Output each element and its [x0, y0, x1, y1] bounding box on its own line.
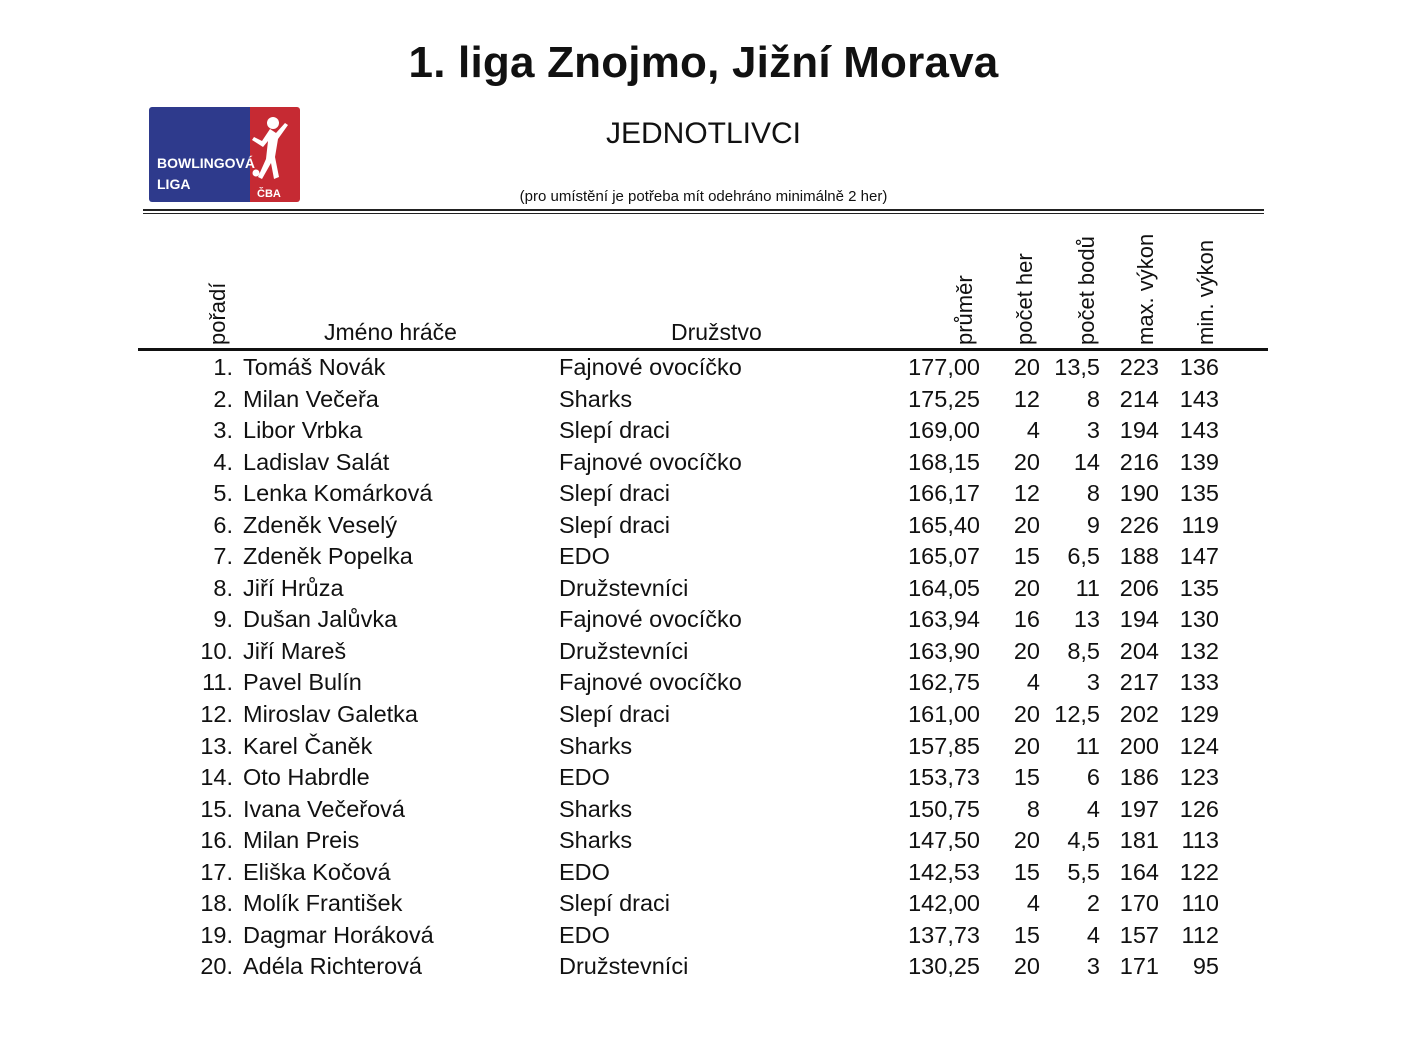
rank-cell: 18. — [200, 890, 233, 917]
player-name-cell: Adéla Richterová — [243, 953, 422, 980]
max-score-cell: 197 — [1119, 795, 1159, 822]
table-row — [0, 699, 1407, 731]
games-cell: 4 — [1026, 890, 1040, 917]
average-cell: 164,05 — [908, 574, 980, 601]
rank-cell: 17. — [200, 858, 233, 885]
rank-cell: 11. — [202, 669, 233, 696]
max-score-cell: 181 — [1119, 827, 1159, 854]
team-cell: Fajnové ovocíčko — [559, 669, 742, 696]
points-cell: 3 — [1086, 953, 1100, 980]
player-name-cell: Zdeněk Veselý — [243, 511, 398, 538]
points-cell: 4 — [1086, 795, 1100, 822]
max-score-cell: 202 — [1119, 701, 1159, 728]
min-score-cell: 119 — [1181, 511, 1219, 538]
rank-cell: 1. — [213, 354, 233, 380]
logo-mark: ČBA — [257, 188, 281, 200]
rank-cell: 10. — [200, 637, 233, 664]
games-cell: 20 — [1013, 511, 1040, 538]
rank-cell: 9. — [213, 606, 233, 633]
table-row — [0, 541, 1407, 573]
points-cell: 4 — [1086, 921, 1100, 948]
points-cell: 13,5 — [1054, 354, 1100, 380]
table-row — [0, 384, 1407, 416]
average-cell: 142,00 — [908, 890, 980, 917]
player-name-cell: Milan Preis — [243, 827, 360, 854]
eligibility-note: (pro umístění je potřeba mít odehráno minimálně 2 her) — [519, 188, 888, 205]
points-cell: 8 — [1086, 480, 1100, 507]
min-score-cell: 113 — [1181, 827, 1219, 854]
player-name-cell: Ivana Večeřová — [243, 795, 405, 822]
points-cell: 4,5 — [1067, 827, 1100, 854]
points-cell: 12,5 — [1054, 701, 1100, 728]
table-row — [0, 951, 1407, 983]
points-cell: 9 — [1086, 511, 1100, 538]
min-score-cell: 143 — [1179, 417, 1219, 444]
points-cell: 2 — [1086, 890, 1100, 917]
average-cell: 163,94 — [908, 606, 980, 633]
games-cell: 4 — [1026, 669, 1040, 696]
team-cell: Slepí draci — [559, 480, 671, 507]
max-score-cell: 194 — [1119, 606, 1159, 633]
average-cell: 142,53 — [908, 858, 980, 885]
logo-text-line2: LIGA — [157, 176, 191, 192]
average-cell: 137,73 — [908, 921, 980, 948]
rank-cell: 20. — [200, 953, 233, 980]
rank-cell: 16. — [200, 827, 233, 854]
table-row — [0, 920, 1407, 952]
points-cell: 6,5 — [1067, 543, 1100, 570]
table-row — [0, 573, 1407, 605]
average-cell: 163,90 — [908, 637, 980, 664]
games-cell: 20 — [1013, 953, 1040, 980]
player-name-cell: Karel Čaněk — [243, 732, 373, 759]
team-cell: Sharks — [559, 732, 633, 759]
games-cell: 4 — [1026, 417, 1040, 444]
player-name-cell: Lenka Komárková — [243, 480, 433, 507]
max-score-cell: 186 — [1119, 764, 1159, 791]
header-average: průměr — [952, 275, 977, 345]
header-divider-bottom — [143, 213, 1264, 214]
table-row — [0, 604, 1407, 636]
team-cell: Družstevníci — [559, 953, 689, 980]
section-subtitle: JEDNOTLIVCI — [605, 117, 802, 150]
table-header-rule — [138, 348, 1268, 351]
points-cell: 3 — [1086, 417, 1100, 444]
average-cell: 150,75 — [908, 795, 980, 822]
team-cell: Fajnové ovocíčko — [559, 354, 742, 380]
team-cell: Slepí draci — [559, 417, 671, 444]
player-name-cell: Eliška Kočová — [243, 858, 391, 885]
points-cell: 6 — [1086, 764, 1100, 791]
min-score-cell: 123 — [1179, 764, 1219, 791]
team-cell: EDO — [559, 543, 610, 570]
points-cell: 8 — [1086, 385, 1100, 412]
average-cell: 147,50 — [908, 827, 980, 854]
min-score-cell: 135 — [1179, 480, 1219, 507]
average-cell: 175,25 — [908, 385, 980, 412]
min-score-cell: 122 — [1179, 858, 1219, 885]
team-cell: Fajnové ovocíčko — [559, 448, 742, 475]
table-row — [0, 825, 1407, 857]
max-score-cell: 216 — [1119, 448, 1159, 475]
logo-text-line1: BOWLINGOVÁ — [157, 155, 255, 171]
header-team: Družstvo — [671, 319, 762, 345]
player-name-cell: Libor Vrbka — [243, 417, 363, 444]
rank-cell: 14. — [200, 764, 233, 791]
player-name-cell: Molík František — [243, 890, 403, 917]
points-cell: 11 — [1075, 732, 1100, 759]
team-cell: Sharks — [559, 795, 633, 822]
table-row — [0, 636, 1407, 668]
average-cell: 130,25 — [908, 953, 980, 980]
games-cell: 15 — [1013, 858, 1040, 885]
team-cell: Slepí draci — [559, 890, 671, 917]
max-score-cell: 226 — [1119, 511, 1159, 538]
games-cell: 20 — [1013, 637, 1040, 664]
average-cell: 162,75 — [908, 669, 980, 696]
max-score-cell: 217 — [1119, 669, 1159, 696]
player-name-cell: Milan Večeřa — [243, 385, 379, 412]
team-cell: Slepí draci — [559, 701, 671, 728]
games-cell: 20 — [1013, 701, 1040, 728]
max-score-cell: 214 — [1119, 385, 1159, 412]
table-row — [0, 731, 1407, 763]
rank-cell: 8. — [213, 574, 233, 601]
min-score-cell: 136 — [1179, 354, 1219, 380]
header-games: počet her — [1012, 253, 1037, 345]
min-score-cell: 129 — [1179, 701, 1219, 728]
max-score-cell: 200 — [1119, 732, 1159, 759]
rank-cell: 3. — [213, 417, 233, 444]
average-cell: 165,40 — [908, 511, 980, 538]
games-cell: 15 — [1013, 543, 1040, 570]
table-row — [0, 667, 1407, 699]
min-score-cell: 110 — [1181, 890, 1219, 917]
max-score-cell: 190 — [1119, 480, 1159, 507]
team-cell: Slepí draci — [559, 511, 671, 538]
header-name: Jméno hráče — [324, 319, 457, 345]
rank-cell: 7. — [213, 543, 233, 570]
team-cell: EDO — [559, 764, 610, 791]
min-score-cell: 147 — [1179, 543, 1219, 570]
points-cell: 3 — [1086, 669, 1100, 696]
min-score-cell: 124 — [1179, 732, 1219, 759]
header-max: max. výkon — [1133, 233, 1158, 345]
rank-cell: 15. — [200, 795, 233, 822]
max-score-cell: 194 — [1119, 417, 1159, 444]
games-cell: 12 — [1013, 385, 1040, 412]
rank-cell: 4. — [213, 448, 233, 475]
header-divider-top — [143, 209, 1264, 211]
games-cell: 20 — [1013, 827, 1040, 854]
average-cell: 168,15 — [908, 448, 980, 475]
table-row — [0, 415, 1407, 447]
header-min: min. výkon — [1193, 239, 1218, 345]
table-row — [0, 762, 1407, 794]
table-row — [0, 794, 1407, 826]
player-name-cell: Ladislav Salát — [243, 448, 390, 475]
standings-table — [0, 352, 1407, 983]
games-cell: 16 — [1013, 606, 1040, 633]
max-score-cell: 170 — [1119, 890, 1159, 917]
games-cell: 12 — [1013, 480, 1040, 507]
table-row — [0, 478, 1407, 510]
points-cell: 13 — [1073, 606, 1100, 633]
player-name-cell: Zdeněk Popelka — [243, 543, 413, 570]
page-title: 1. liga Znojmo, Jižní Morava — [408, 38, 999, 87]
games-cell: 20 — [1013, 354, 1040, 380]
rank-cell: 12. — [200, 701, 233, 728]
max-score-cell: 206 — [1119, 574, 1159, 601]
table-row — [0, 888, 1407, 920]
games-cell: 15 — [1013, 764, 1040, 791]
min-score-cell: 132 — [1179, 637, 1219, 664]
player-name-cell: Dagmar Horáková — [243, 921, 434, 948]
team-cell: EDO — [559, 858, 610, 885]
team-cell: Sharks — [559, 385, 633, 412]
team-cell: Sharks — [559, 827, 633, 854]
points-cell: 5,5 — [1067, 858, 1100, 885]
max-score-cell: 188 — [1119, 543, 1159, 570]
header-points: počet bodů — [1074, 236, 1099, 345]
points-cell: 8,5 — [1067, 637, 1100, 664]
player-name-cell: Miroslav Galetka — [243, 701, 418, 728]
player-name-cell: Jiří Mareš — [243, 637, 347, 664]
player-name-cell: Dušan Jalůvka — [243, 606, 398, 633]
min-score-cell: 130 — [1179, 606, 1219, 633]
table-row — [0, 510, 1407, 542]
average-cell: 157,85 — [908, 732, 980, 759]
average-cell: 169,00 — [908, 417, 980, 444]
table-row — [0, 352, 1407, 384]
team-cell: EDO — [559, 921, 610, 948]
games-cell: 8 — [1026, 795, 1040, 822]
average-cell: 165,07 — [908, 543, 980, 570]
rank-cell: 5. — [213, 480, 233, 507]
player-name-cell: Tomáš Novák — [243, 354, 386, 380]
player-name-cell: Jiří Hrůza — [243, 574, 344, 601]
rank-cell: 6. — [213, 511, 233, 538]
points-cell: 11 — [1075, 574, 1100, 601]
player-name-cell: Oto Habrdle — [243, 764, 370, 791]
min-score-cell: 139 — [1179, 448, 1219, 475]
min-score-cell: 143 — [1179, 385, 1219, 412]
team-cell: Družstevníci — [559, 637, 689, 664]
min-score-cell: 135 — [1179, 574, 1219, 601]
player-name-cell: Pavel Bulín — [243, 669, 362, 696]
team-cell: Družstevníci — [559, 574, 689, 601]
max-score-cell: 157 — [1119, 921, 1159, 948]
min-score-cell: 95 — [1192, 953, 1219, 980]
min-score-cell: 112 — [1181, 921, 1219, 948]
max-score-cell: 204 — [1119, 637, 1159, 664]
max-score-cell: 164 — [1119, 858, 1159, 885]
max-score-cell: 171 — [1119, 953, 1159, 980]
games-cell: 20 — [1013, 732, 1040, 759]
average-cell: 177,00 — [908, 354, 980, 380]
rank-cell: 13. — [200, 732, 233, 759]
games-cell: 20 — [1013, 574, 1040, 601]
average-cell: 161,00 — [908, 701, 980, 728]
rank-cell: 19. — [200, 921, 233, 948]
points-cell: 14 — [1073, 448, 1100, 475]
table-row — [0, 447, 1407, 479]
games-cell: 20 — [1013, 448, 1040, 475]
rank-cell: 2. — [213, 385, 233, 412]
average-cell: 153,73 — [908, 764, 980, 791]
min-score-cell: 133 — [1179, 669, 1219, 696]
header-rank: pořadí — [205, 282, 230, 345]
team-cell: Fajnové ovocíčko — [559, 606, 742, 633]
table-row — [0, 857, 1407, 889]
games-cell: 15 — [1013, 921, 1040, 948]
average-cell: 166,17 — [908, 480, 980, 507]
max-score-cell: 223 — [1119, 354, 1159, 380]
min-score-cell: 126 — [1179, 795, 1219, 822]
